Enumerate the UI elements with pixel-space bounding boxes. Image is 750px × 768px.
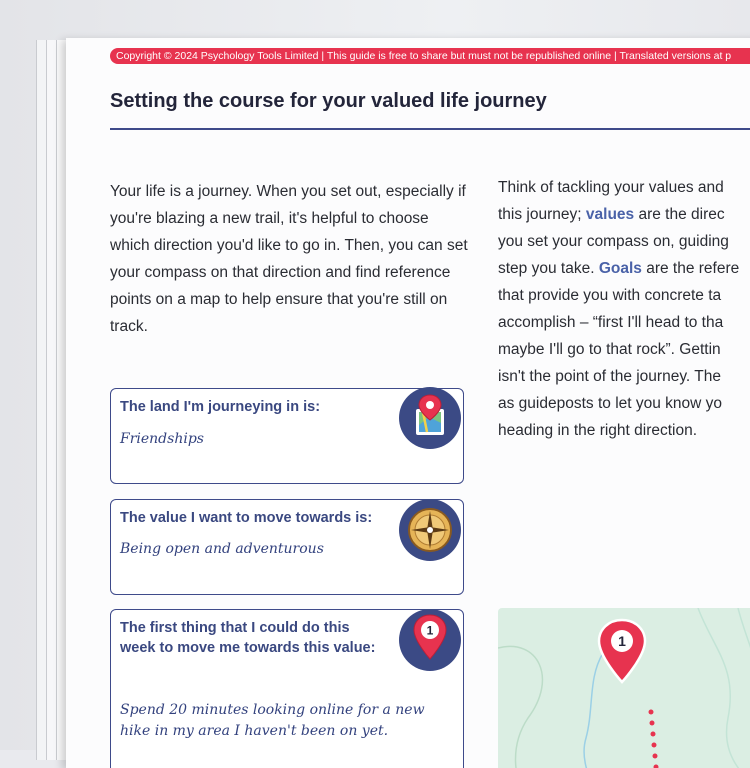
value-label: The value I want to move towards is: [120, 508, 372, 528]
first-action-answer[interactable] [120, 700, 425, 742]
text-run: this journey; [498, 206, 586, 223]
copyright-banner: Copyright © 2024 Psychology Tools Limited | This guide is free to share but must not be republished online | Translated versions at p [110, 48, 750, 64]
text-line: maybe I'll go to that rock”. Gettin [498, 336, 750, 363]
text-line: as guideposts to let you know yo [498, 390, 750, 417]
values-highlight: values [586, 206, 634, 223]
document-page [66, 38, 750, 768]
answer-line: Spend 20 minutes looking online for a new [120, 700, 425, 721]
text-run: step you take. [498, 260, 599, 277]
goals-highlight: Goals [599, 260, 642, 277]
answer-line: hike in my area I haven't been on yet. [120, 721, 425, 742]
value-answer[interactable]: Being open and adventurous [120, 539, 324, 560]
trail-map [498, 608, 750, 768]
land-label: The land I'm journeying in is: [120, 397, 320, 417]
pin-number-icon [399, 609, 461, 671]
title-divider [110, 128, 750, 130]
text-line: that provide you with concrete ta [498, 282, 750, 309]
page-title: Setting the course for your valued life journey [110, 90, 547, 113]
label-line: week to move me towards this value: [120, 638, 375, 658]
text-line: Think of tackling your values and [498, 174, 750, 201]
text-line: isn't the point of the journey. The [498, 363, 750, 390]
label-line: The first thing that I could do this [120, 618, 375, 638]
map-location-icon [399, 387, 461, 449]
text-run: are the direc [634, 206, 724, 223]
compass-icon [399, 499, 461, 561]
text-line: you set your compass on, guiding [498, 228, 750, 255]
text-line: accomplish – “first I'll head to tha [498, 309, 750, 336]
first-action-label [120, 618, 375, 658]
text-line [498, 201, 750, 228]
map-pin-icon [599, 620, 645, 682]
map-pin-number: 1 [618, 633, 626, 649]
intro-paragraph: Your life is a journey. When you set out, especially if you're blazing a new trail, it's helpful to choose which direction you'd like to go in. Then, you can set your compass on that direction and find reference points on a map to help ensure that you're still on track. [110, 178, 470, 340]
right-column-text [498, 174, 750, 444]
land-answer[interactable]: Friendships [120, 429, 204, 450]
text-run: are the refere [642, 260, 739, 277]
pin-number: 1 [427, 624, 434, 638]
text-line [498, 255, 750, 282]
text-line: heading in the right direction. [498, 417, 750, 444]
